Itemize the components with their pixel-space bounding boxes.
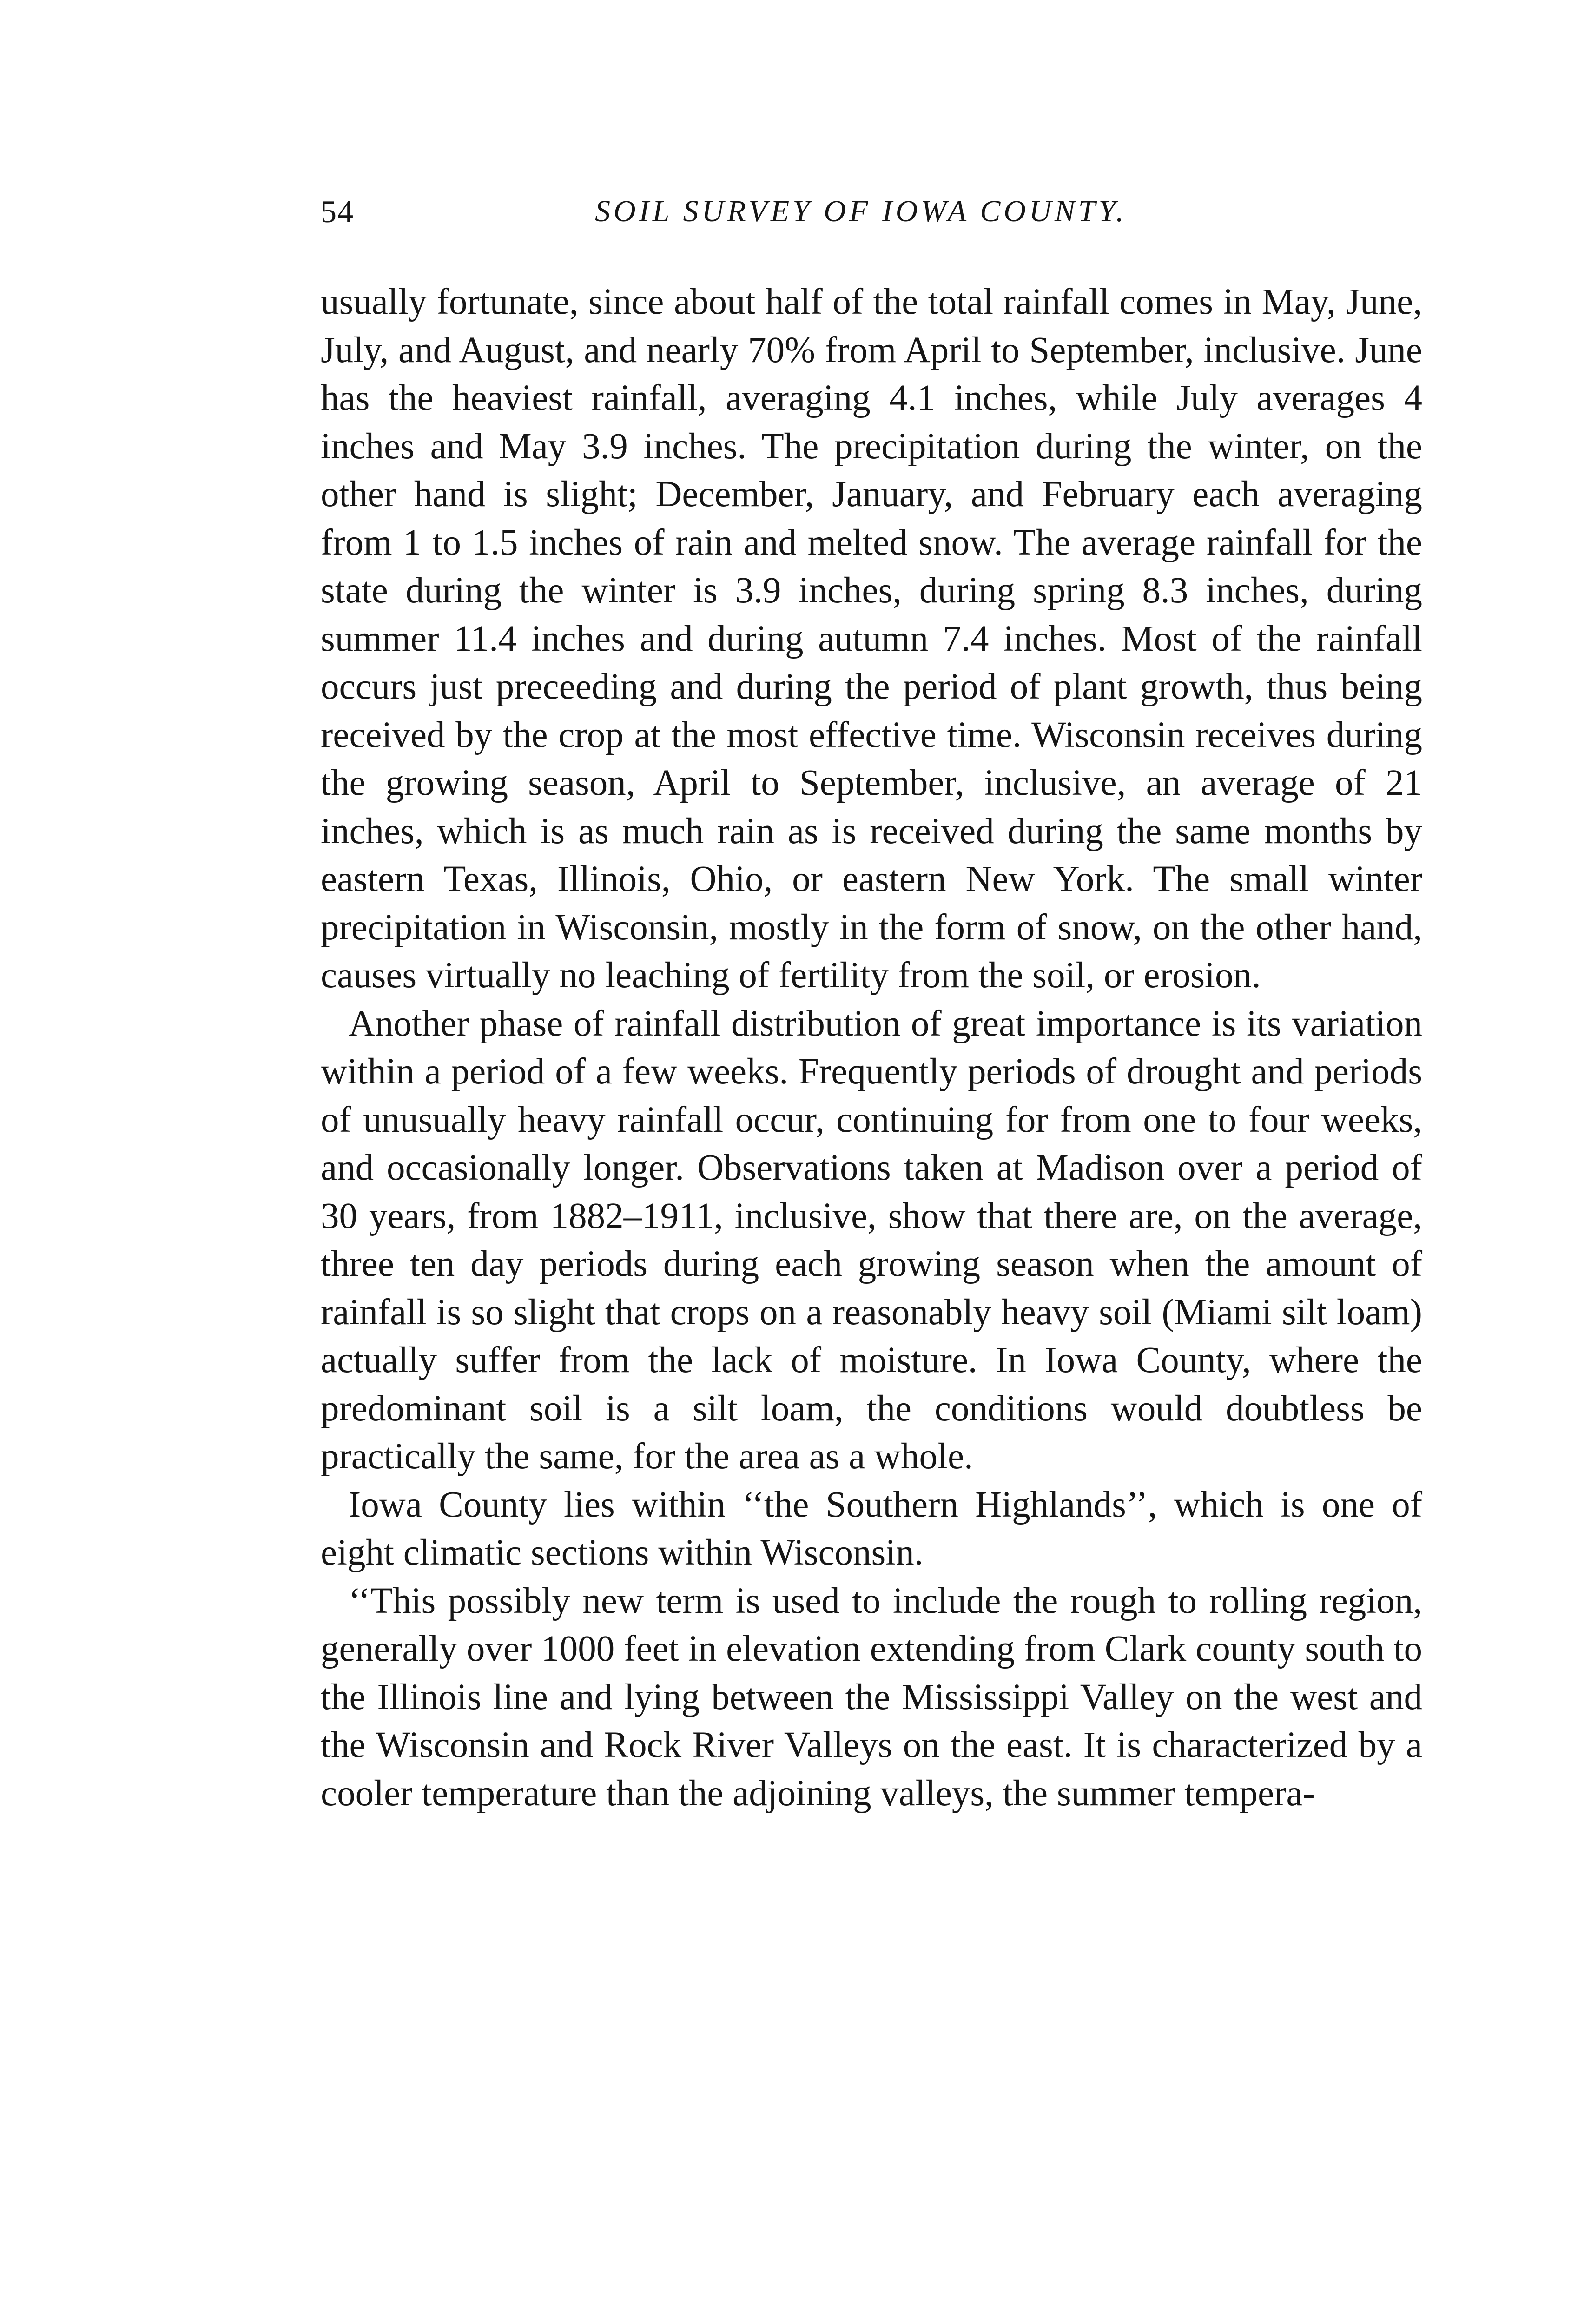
running-head	[321, 186, 1436, 237]
page-number: 54	[321, 194, 354, 229]
running-title: SOIL SURVEY OF IOWA COUNTY.	[595, 194, 1127, 228]
body-text	[321, 278, 1422, 1817]
paragraph-rainfall-variation: Another phase of rainfall distribution of great importance is its variation within a period of a few weeks. Frequently periods of drought and periods of unusually heavy rainfall occur, continuing for from one to four weeks, and occasionally longer. Observations taken at Madison over a period of 30 years, from 1882–1911, inclusive, show that there are, on the average, three ten day periods during each growing season when the amount of rainfall is so slight that crops on a reasonably heavy soil (Miami silt loam) actually suffer from the lack of moisture. In Iowa County, where the predominant soil is a silt loam, the conditions would doubtless be practically the same, for the area as a whole.	[321, 1003, 1422, 1477]
paragraph-highlands-quote: ‘‘This possibly new term is used to include the rough to rolling region, generally over 1000 feet in elevation extending from Clark county south to the Illinois line and lying between the Mississippi Valley on the west and the Wisconsin and Rock River Valleys on the east. It is characterized by a cooler temperature than the adjoining valleys, the summer tempera-	[321, 1580, 1422, 1814]
paragraph-rainfall-seasons: usually fortunate, since about half of the total rainfall comes in May, June, July, and August, and nearly 70% from April to September, inclusive. June has the heaviest rainfall, averaging 4.1 inches, while July averages 4 inches and May 3.9 inches. The precipitation during the winter, on the other hand is slight; December, January, and February each averaging from 1 to 1.5 inches of rain and melted snow. The average rainfall for the state during the winter is 3.9 inches, during spring 8.3 inches, during summer 11.4 inches and during autumn 7.4 inches. Most of the rainfall occurs just preceeding and during the period of plant growth, thus being received by the crop at the most effective time. Wisconsin receives during the growing season, April to September, inclusive, an average of 21 inches, which is as much rain as is received during the same months by eastern Texas, Illinois, Ohio, or eastern New York. The small winter precipitation in Wisconsin, mostly in the form of snow, on the other hand, causes virtually no leaching of fertility from the soil, or erosion.	[321, 282, 1422, 996]
paragraph-southern-highlands: Iowa County lies within ‘‘the Southern Highlands’’, which is one of eight climatic sections within Wisconsin.	[321, 1484, 1422, 1573]
